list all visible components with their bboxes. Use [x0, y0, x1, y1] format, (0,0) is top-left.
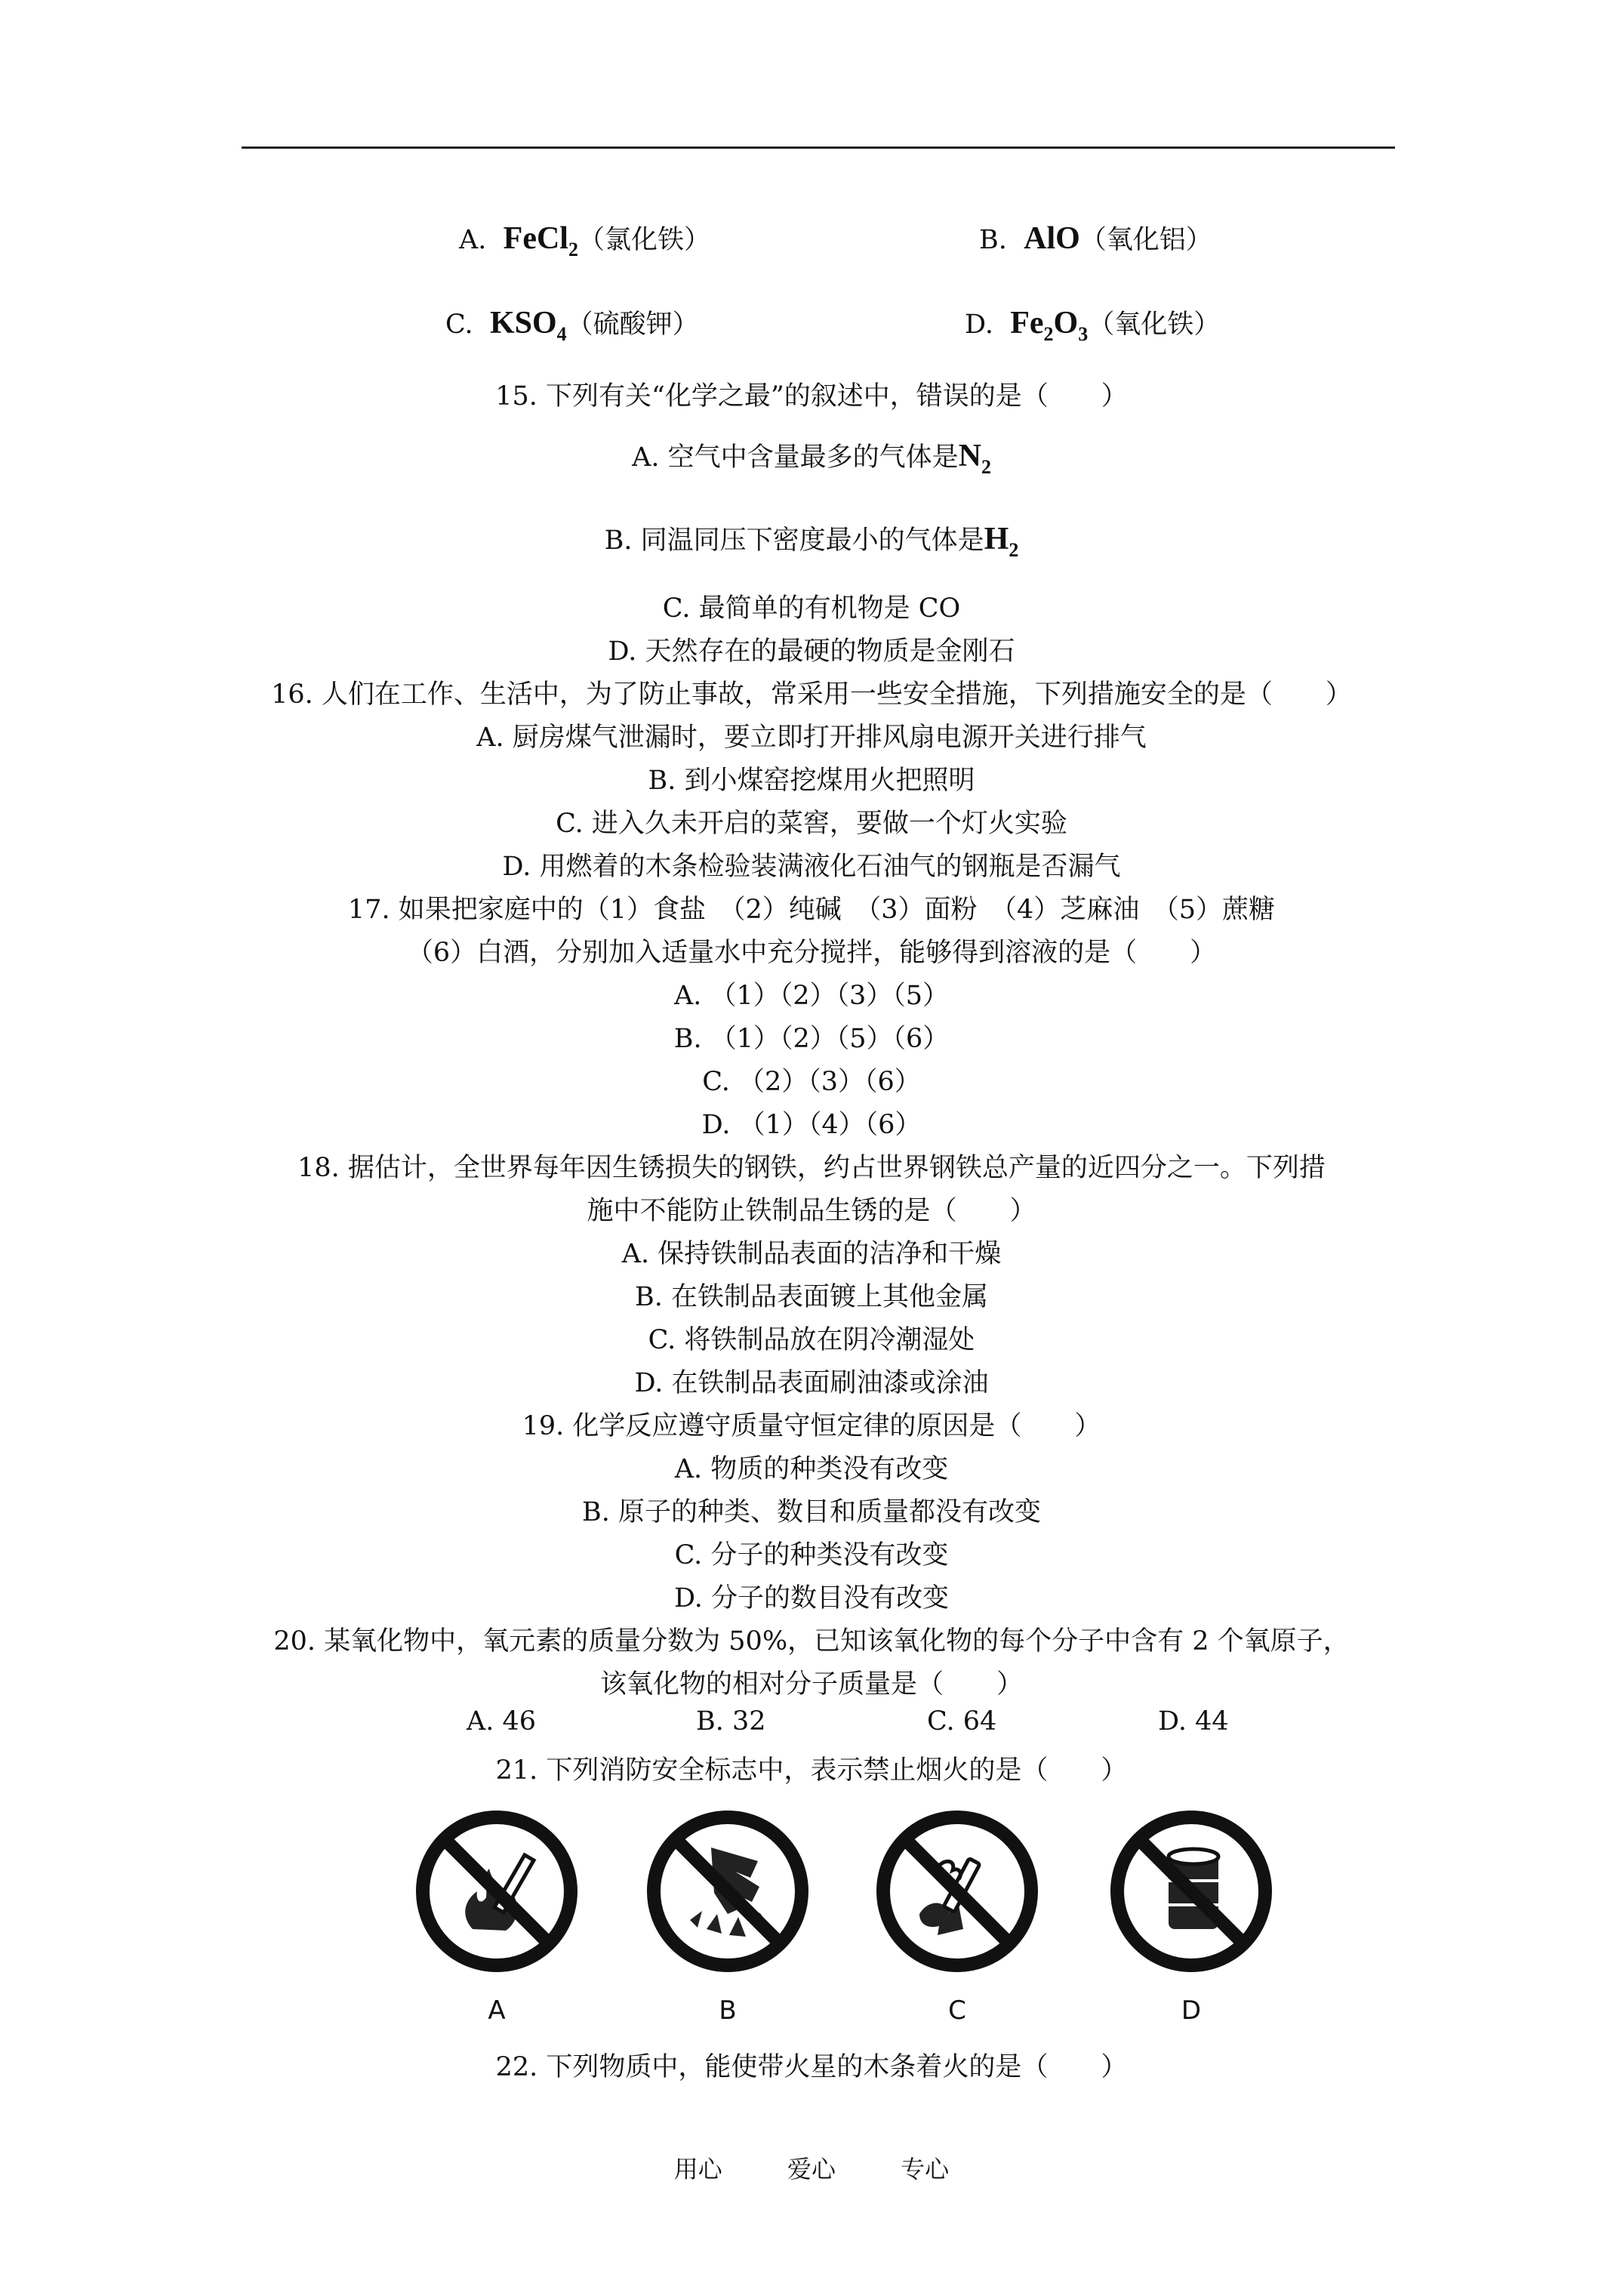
q14-option-d-formula: $Fe_2O_3$ [1010, 306, 1089, 345]
q21-sign-d-label: D [1181, 1996, 1202, 2026]
q16-stem: 16. 人们在工作、生活中，为了防止事故，常采用一些安全措施，下列措施安全的是（ ） [271, 680, 1352, 710]
q17-stem-line1: 17. 如果把家庭中的（1）食盐 （2）纯碱 （3）面粉 （4）芝麻油 （5）蔗糖 [347, 895, 1276, 925]
q15-option-a: A. 空气中含量最多的气体是$N_2$ [632, 439, 991, 478]
q15-option-d: D. 天然存在的最硬的物质是金刚石 [608, 636, 1015, 667]
q21-stem: 21. 下列消防安全标志中，表示禁止烟火的是（ ） [495, 1755, 1128, 1786]
q15-stem: 15. 下列有关“化学之最”的叙述中，错误的是（ ） [495, 381, 1128, 411]
q15-option-a-formula: $N_2$ [958, 439, 991, 478]
q21-sign-a-label: A [488, 1996, 506, 2026]
q18-option-c: C. 将铁制品放在阴冷潮湿处 [648, 1325, 975, 1355]
q21-sign-d [1108, 1808, 1274, 2035]
no-fire-smoking-sign-icon [414, 1808, 580, 1974]
q14-option-b-formula: AlO [1024, 221, 1080, 256]
q16-option-b: B. 到小煤窑挖煤用火把照明 [648, 766, 975, 796]
q18-stem-line2: 施中不能防止铁制品生锈的是（ ） [587, 1196, 1036, 1226]
q21-sign-row [0, 1808, 1623, 2035]
q14-option-c-formula: $KSO_4$ [489, 306, 567, 345]
q20-stem-line1: 20. 某氧化物中，氧元素的质量分数为 50%，已知该氧化物的每个分子中含有 2 个氧原子， [273, 1626, 1350, 1657]
footer-word-1: 用心 [673, 2155, 722, 2184]
no-flammable-storage-sign-icon [1108, 1808, 1274, 1974]
q16-option-c: C. 进入久未开启的菜窖，要做一个灯火实验 [556, 809, 1067, 839]
no-smoking-sign-icon [874, 1808, 1040, 1974]
q17-option-c: C. （2）（3）（6） [702, 1067, 921, 1097]
q21-sign-b [645, 1808, 811, 2035]
q14-option-d: D. $Fe_2O_3$（氧化铁） [965, 306, 1221, 345]
q21-sign-a [414, 1808, 580, 2035]
q15-option-b: B. 同温同压下密度最小的气体是$H_2$ [604, 522, 1019, 561]
q18-option-a: A. 保持铁制品表面的洁净和干燥 [621, 1239, 1002, 1269]
q17-option-a: A. （1）（2）（3）（5） [673, 981, 950, 1011]
q15-option-b-formula: $H_2$ [984, 522, 1019, 561]
footer-word-3: 专心 [901, 2155, 950, 2184]
q21-sign-c-label: C [948, 1996, 966, 2026]
q17-option-d: D. （1）（4）（6） [701, 1110, 922, 1140]
q18-stem-line1: 18. 据估计，全世界每年因生锈损失的钢铁，约占世界钢铁总产量的近四分之一。下列措 [297, 1153, 1326, 1183]
q15-option-c: C. 最简单的有机物是 CO [662, 593, 961, 624]
footer-word-2: 爱心 [787, 2155, 836, 2184]
q14-option-c: C. $KSO_4$（硫酸钾） [445, 306, 699, 345]
q18-option-d: D. 在铁制品表面刷油漆或涂油 [634, 1368, 989, 1398]
q18-option-b: B. 在铁制品表面镀上其他金属 [635, 1282, 988, 1312]
q19-option-c: C. 分子的种类没有改变 [674, 1540, 949, 1570]
q22-stem: 22. 下列物质中，能使带火星的木条着火的是（ ） [495, 2052, 1128, 2082]
q16-option-d: D. 用燃着的木条检验装满液化石油气的钢瓶是否漏气 [502, 852, 1121, 882]
q21-sign-c [874, 1808, 1040, 2035]
q17-stem-line2: （6）白酒，分别加入适量水中充分搅拌，能够得到溶液的是（ ） [406, 938, 1217, 968]
q21-sign-b-label: B [719, 1996, 737, 2026]
q20-option-a: A. 46 [467, 1706, 537, 1737]
q19-option-a: A. 物质的种类没有改变 [674, 1454, 949, 1484]
q16-option-a: A. 厨房煤气泄漏时，要立即打开排风扇电源开关进行排气 [476, 723, 1147, 753]
page-footer [0, 2150, 1623, 2185]
q19-option-b: B. 原子的种类、数目和质量都没有改变 [582, 1497, 1041, 1527]
q14-option-b: B. AlO（氧化铝） [979, 221, 1212, 256]
q20-option-c: C. 64 [927, 1706, 997, 1737]
header-rule [242, 146, 1395, 149]
q17-option-b: B. （1）（2）（5）（6） [673, 1024, 950, 1054]
no-fireworks-sign-icon [645, 1808, 811, 1974]
q20-option-d: D. 44 [1158, 1706, 1229, 1737]
q14-option-a-formula: FeCl$_2$ [503, 221, 578, 260]
q14-option-a: A. FeCl$_2$（氯化铁） [459, 221, 710, 260]
q19-option-d: D. 分子的数目没有改变 [673, 1583, 950, 1613]
q20-option-b: B. 32 [696, 1706, 766, 1737]
q20-stem-line2: 该氧化物的相对分子质量是（ ） [599, 1669, 1023, 1700]
q19-stem: 19. 化学反应遵守质量守恒定律的原因是（ ） [522, 1411, 1101, 1441]
